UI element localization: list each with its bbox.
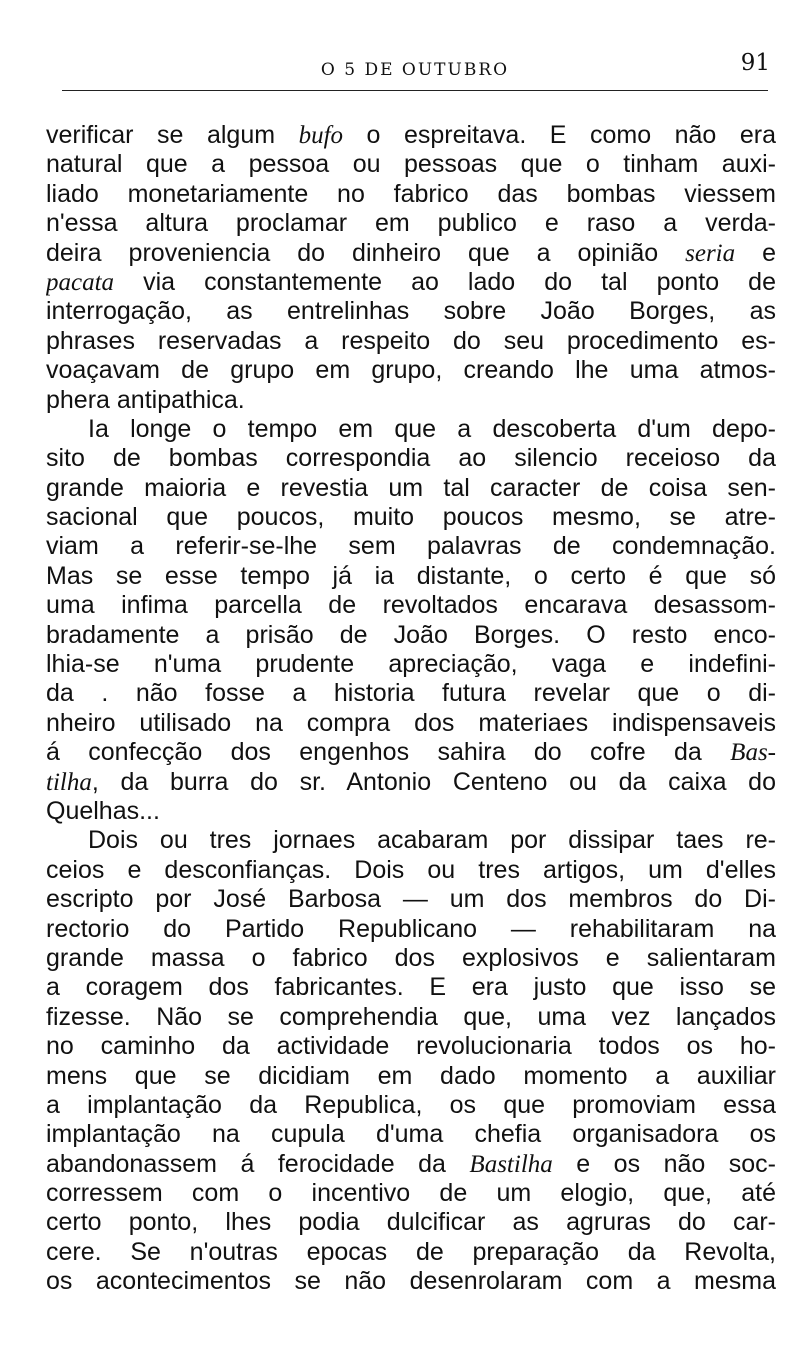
text-line: n'essa altura proclamar em publico e raso a verda- — [46, 209, 776, 238]
text-line: uma infima parcella de revoltados encarava desassom- — [46, 591, 776, 620]
text-line: Mas se esse tempo já ia distante, o certo é que só — [46, 561, 776, 590]
paragraph-start-line: Ia longe o tempo em que a descoberta d'um depo- — [88, 414, 776, 443]
text-line: mens que se dicidiam em dado momento a auxiliar — [46, 1061, 776, 1090]
page-number: 91 — [740, 50, 770, 76]
text-line: certo ponto, lhes podia dulcificar as agruras do car- — [46, 1208, 776, 1237]
text-line: interrogação, as entrelinhas sobre João Borges, as — [46, 297, 776, 326]
text-line: a implantação da Republica, os que promoviam essa — [46, 1090, 776, 1119]
page-header — [0, 40, 800, 92]
running-head: O 5 DE OUTUBRO — [320, 60, 510, 80]
text-line: viam a referir-se-lhe sem palavras de condemnação. — [46, 532, 776, 561]
text-line: á confecção dos engenhos sahira do cofre da Bas- — [46, 738, 776, 767]
text-line: lhia-se n'uma prudente apreciação, vaga e indefini- — [46, 650, 776, 679]
text-line: phrases reservadas a respeito do seu procedimento es- — [46, 326, 776, 355]
paragraph-start-line: Dois ou tres jornaes acabaram por dissipar taes re- — [88, 826, 776, 855]
text-line: deira proveniencia do dinheiro que a opinião seria e — [46, 238, 776, 267]
text-line: phera antipathica. — [46, 385, 245, 414]
text-line: corressem com o incentivo de um elogio, que, até — [46, 1179, 776, 1208]
text-line: natural que a pessoa ou pessoas que o tinham auxi- — [46, 150, 776, 179]
text-line: bradamente a prisão de João Borges. O resto enco- — [46, 620, 776, 649]
text-line: cere. Se n'outras epocas de preparação da Revolta, — [46, 1237, 776, 1266]
text-line: ceios e desconfianças. Dois ou tres artigos, um d'elles — [46, 855, 776, 884]
text-line: grande massa o fabrico dos explosivos e salientaram — [46, 943, 776, 972]
text-line: Quelhas... — [46, 796, 160, 825]
text-line: rectorio do Partido Republicano — rehabilitaram na — [46, 914, 776, 943]
text-line: liado monetariamente no fabrico das bombas viessem — [46, 179, 776, 208]
text-line: nheiro utilisado na compra dos materiaes indispensaveis — [46, 708, 776, 737]
text-line: sito de bombas correspondia ao silencio receioso da — [46, 444, 776, 473]
text-line: implantação na cupula d'uma chefia organisadora os — [46, 1120, 776, 1149]
text-line: tilha, da burra do sr. Antonio Centeno ou da caixa do — [46, 767, 776, 796]
text-line: no caminho da actividade revolucionaria todos os ho- — [46, 1032, 776, 1061]
text-line: escripto por José Barbosa — um dos membros do Di- — [46, 885, 776, 914]
text-line: voaçavam de grupo em grupo, creando lhe uma atmos- — [46, 356, 776, 385]
text-line: sacional que poucos, muito poucos mesmo, se atre- — [46, 503, 776, 532]
text-line: a coragem dos fabricantes. E era justo que isso se — [46, 973, 776, 1002]
text-line: os acontecimentos se não desenrolaram com a mesma — [46, 1267, 776, 1296]
header-rule — [62, 90, 768, 91]
text-line: verificar se algum bufo o espreitava. E como não era — [46, 121, 776, 149]
text-line: pacata via constantemente ao lado do tal ponto de — [46, 267, 776, 296]
text-line: grande maioria e revestia um tal caracter de coisa sen- — [46, 473, 776, 502]
body-text — [46, 121, 776, 1297]
text-line: da . não fosse a historia futura revelar que o di- — [46, 679, 776, 708]
text-line: abandonassem á ferocidade da Bastilha e os não soc- — [46, 1149, 776, 1178]
text-line: fizesse. Não se comprehendia que, uma vez lançados — [46, 1002, 776, 1031]
